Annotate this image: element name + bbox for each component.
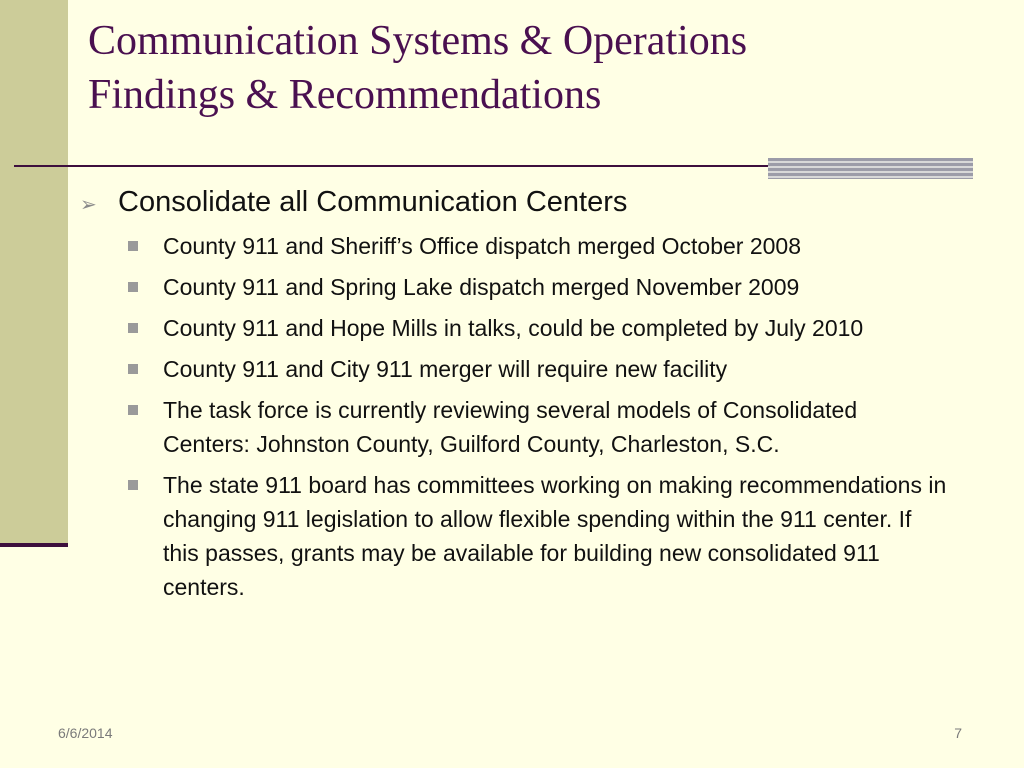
main-bullet-text: Consolidate all Communication Centers bbox=[118, 186, 628, 218]
slide-body bbox=[80, 184, 980, 611]
sub-bullet-text: County 911 and City 911 merger will require new facility bbox=[163, 356, 728, 382]
footer-page-number: 7 bbox=[954, 725, 962, 741]
title-divider bbox=[14, 165, 774, 167]
sub-bullet-item bbox=[128, 393, 948, 461]
left-decorative-band bbox=[0, 0, 68, 544]
sub-bullet-item bbox=[128, 311, 948, 345]
title-line-2: Findings & Recommendations bbox=[88, 72, 602, 118]
square-bullet-icon bbox=[128, 405, 138, 415]
sub-bullet-item bbox=[128, 352, 948, 386]
sub-bullet-item bbox=[128, 229, 948, 263]
square-bullet-icon bbox=[128, 480, 138, 490]
main-bullet-item bbox=[80, 184, 980, 223]
sub-bullet-item bbox=[128, 468, 948, 604]
footer-date: 6/6/2014 bbox=[58, 725, 113, 741]
sub-bullet-text: The state 911 board has committees working on making recommendations in changing 911 legislation to allow flexible spending within the 911 center. If this passes, grants may be available for building new consolidated 911 centers. bbox=[163, 472, 947, 600]
sub-bullet-item bbox=[128, 270, 948, 304]
sub-bullet-list bbox=[80, 229, 980, 604]
sub-bullet-text: County 911 and Spring Lake dispatch merged November 2009 bbox=[163, 274, 800, 300]
sub-bullet-text: County 911 and Hope Mills in talks, could be completed by July 2010 bbox=[163, 315, 864, 341]
square-bullet-icon bbox=[128, 241, 138, 251]
square-bullet-icon bbox=[128, 282, 138, 292]
square-bullet-icon bbox=[128, 323, 138, 333]
title-line-1: Communication Systems & Operations bbox=[88, 18, 748, 64]
slide-title bbox=[88, 14, 988, 122]
sub-bullet-text: County 911 and Sheriff’s Office dispatch merged October 2008 bbox=[163, 233, 801, 259]
arrow-bullet-icon: ➢ bbox=[80, 194, 97, 216]
sub-bullet-text: The task force is currently reviewing several models of Consolidated Centers: Johnston County, Guilford County, Charleston, S.C. bbox=[163, 397, 858, 457]
accent-stripe-bar bbox=[768, 158, 973, 179]
square-bullet-icon bbox=[128, 364, 138, 374]
left-band-rule bbox=[0, 543, 68, 547]
